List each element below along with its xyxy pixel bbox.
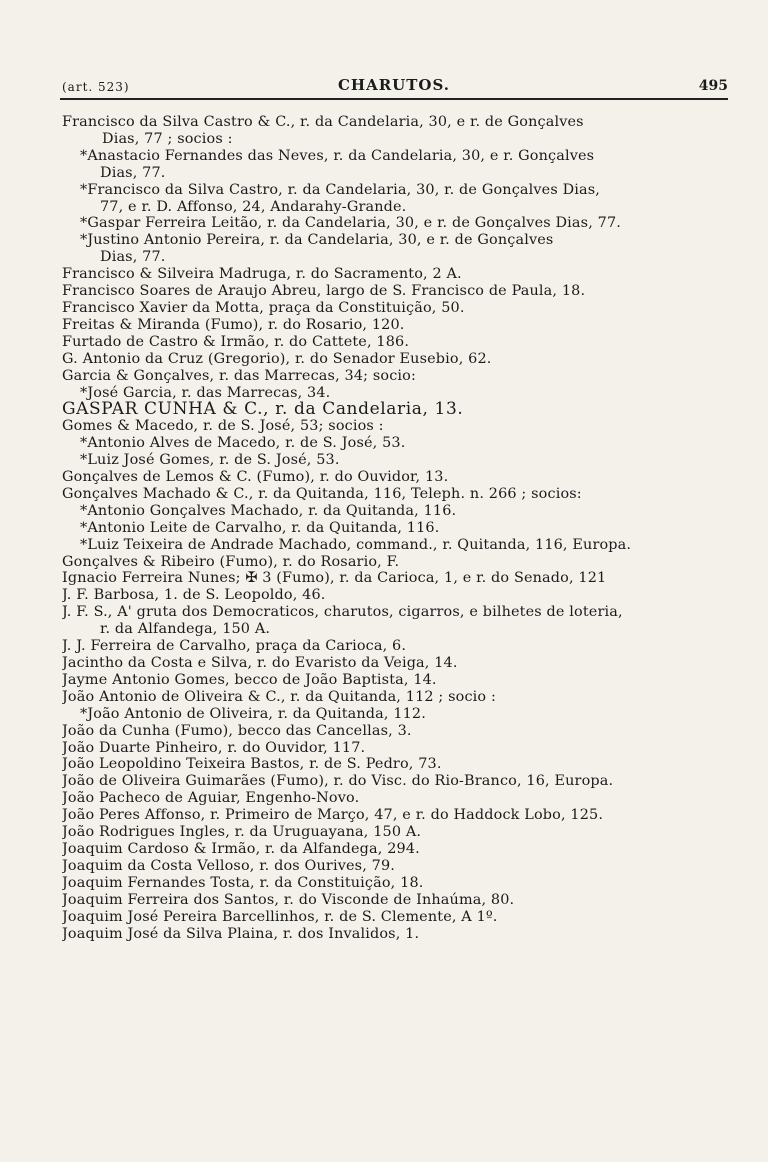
entry-line: Garcia & Gonçalves, r. das Marrecas, 34; socio: bbox=[62, 367, 416, 384]
entry-line: *Luiz Teixeira de Andrade Machado, command., r. Quitanda, 116, Europa. bbox=[80, 536, 632, 553]
entry-line: Joaquim José Pereira Barcellinhos, r. de S. Clemente, A 1º. bbox=[62, 908, 498, 925]
entry-line: *Justino Antonio Pereira, r. da Candelaria, 30, e r. de Gonçalves bbox=[80, 232, 554, 249]
entry-line: Francisco Xavier da Motta, praça da Constituição, 50. bbox=[62, 299, 465, 316]
entry-line: *Antonio Leite de Carvalho, r. da Quitanda, 116. bbox=[80, 519, 440, 536]
entry-line: João da Cunha (Fumo), becco das Cancellas, 3. bbox=[62, 722, 412, 739]
page-header bbox=[60, 74, 728, 100]
entry-line: João Duarte Pinheiro, r. do Ouvidor, 117. bbox=[62, 739, 366, 756]
entry-line: Gonçalves Machado & C., r. da Quitanda, 116, Teleph. n. 266 ; socios: bbox=[62, 485, 582, 502]
entry-line: *João Antonio de Oliveira, r. da Quitanda, 112. bbox=[80, 705, 426, 722]
page-title: CHARUTOS. bbox=[337, 76, 451, 94]
entry-line: Jayme Antonio Gomes, becco de João Baptista, 14. bbox=[62, 671, 437, 688]
entry-line: J. J. Ferreira de Carvalho, praça da Carioca, 6. bbox=[62, 638, 407, 655]
entry-line: João Pacheco de Aguiar, Engenho-Novo. bbox=[62, 790, 360, 807]
entry-line: Francisco & Silveira Madruga, r. do Sacramento, 2 A. bbox=[62, 266, 462, 283]
entry-line: Joaquim da Costa Velloso, r. dos Ourives, 79. bbox=[62, 857, 395, 874]
directory-entries bbox=[62, 114, 734, 942]
entry-line: Dias, 77 ; socios : bbox=[102, 130, 233, 147]
entry-line: *Gaspar Ferreira Leitão, r. da Candelaria, 30, e r. de Gonçalves Dias, 77. bbox=[80, 215, 621, 232]
entry-line: Dias, 77. bbox=[100, 249, 166, 266]
entry-line: Francisco da Silva Castro & C., r. da Candelaria, 30, e r. de Gonçalves bbox=[62, 114, 584, 130]
entry-line: Gonçalves & Ribeiro (Fumo), r. do Rosario, F. bbox=[62, 553, 400, 570]
entry-line: Freitas & Miranda (Fumo), r. do Rosario, 120. bbox=[62, 316, 405, 333]
entry-line: Joaquim Cardoso & Irmão, r. da Alfandega, 294. bbox=[62, 840, 420, 857]
entry-line: Gonçalves de Lemos & C. (Fumo), r. do Ouvidor, 13. bbox=[62, 469, 449, 486]
entry-line: *Antonio Alves de Macedo, r. de S. José, 53. bbox=[80, 435, 406, 452]
entry-line: r. da Alfandega, 150 A. bbox=[100, 621, 271, 638]
entry-line: Gomes & Macedo, r. de S. José, 53; socios : bbox=[62, 418, 384, 435]
entry-line: João Rodrigues Ingles, r. da Uruguayana, 150 A. bbox=[62, 824, 422, 841]
entry-line: *Antonio Gonçalves Machado, r. da Quitanda, 116. bbox=[80, 502, 457, 519]
entry-line: *Anastacio Fernandes das Neves, r. da Candelaria, 30, e r. Gonçalves bbox=[80, 147, 595, 164]
entry-line: *José Garcia, r. das Marrecas, 34. bbox=[80, 384, 331, 401]
entry-line: Joaquim José da Silva Plaina, r. dos Invalidos, 1. bbox=[62, 925, 420, 942]
entry-line: Joaquim Ferreira dos Santos, r. do Visconde de Inhaúma, 80. bbox=[62, 891, 515, 908]
entry-line: G. Antonio da Cruz (Gregorio), r. do Senador Eusebio, 62. bbox=[62, 350, 492, 367]
entry-line: J. F. S., A' gruta dos Democraticos, charutos, cigarros, e bilhetes de loteria, bbox=[62, 604, 623, 621]
entry-line: *Luiz José Gomes, r. de S. José, 53. bbox=[80, 452, 340, 469]
entry-line: João de Oliveira Guimarães (Fumo), r. do Visc. do Rio-Branco, 16, Europa. bbox=[62, 773, 614, 790]
page-number: 495 bbox=[698, 78, 728, 94]
section-reference: (art. 523) bbox=[62, 80, 130, 94]
entry-line: Jacintho da Costa e Silva, r. do Evaristo da Veiga, 14. bbox=[62, 655, 458, 671]
entry-line: João Antonio de Oliveira & C., r. da Quitanda, 112 ; socio : bbox=[62, 688, 496, 705]
entry-line: Joaquim Fernandes Tosta, r. da Constituição, 18. bbox=[62, 874, 424, 891]
entry-line: João Peres Affonso, r. Primeiro de Março, 47, e r. do Haddock Lobo, 125. bbox=[62, 807, 604, 824]
entry-line: Francisco Soares de Araujo Abreu, largo de S. Francisco de Paula, 18. bbox=[62, 283, 586, 300]
entry-line: Dias, 77. bbox=[100, 164, 166, 181]
entry-line: João Leopoldino Teixeira Bastos, r. de S. Pedro, 73. bbox=[62, 756, 442, 773]
entry-line: J. F. Barbosa, 1. de S. Leopoldo, 46. bbox=[62, 587, 326, 604]
entry-line: Ignacio Ferreira Nunes; ✠ 3 (Fumo), r. da Carioca, 1, e r. do Senado, 121 bbox=[62, 570, 607, 587]
entry-line: *Francisco da Silva Castro, r. da Candelaria, 30, r. de Gonçalves Dias, bbox=[80, 181, 601, 198]
entry-line: Furtado de Castro & Irmão, r. do Cattete, 186. bbox=[62, 333, 410, 350]
entry-line: 77, e r. D. Affonso, 24, Andarahy-Grande. bbox=[100, 198, 407, 215]
entry-line: GASPAR CUNHA & C., r. da Candelaria, 13. bbox=[62, 401, 464, 419]
